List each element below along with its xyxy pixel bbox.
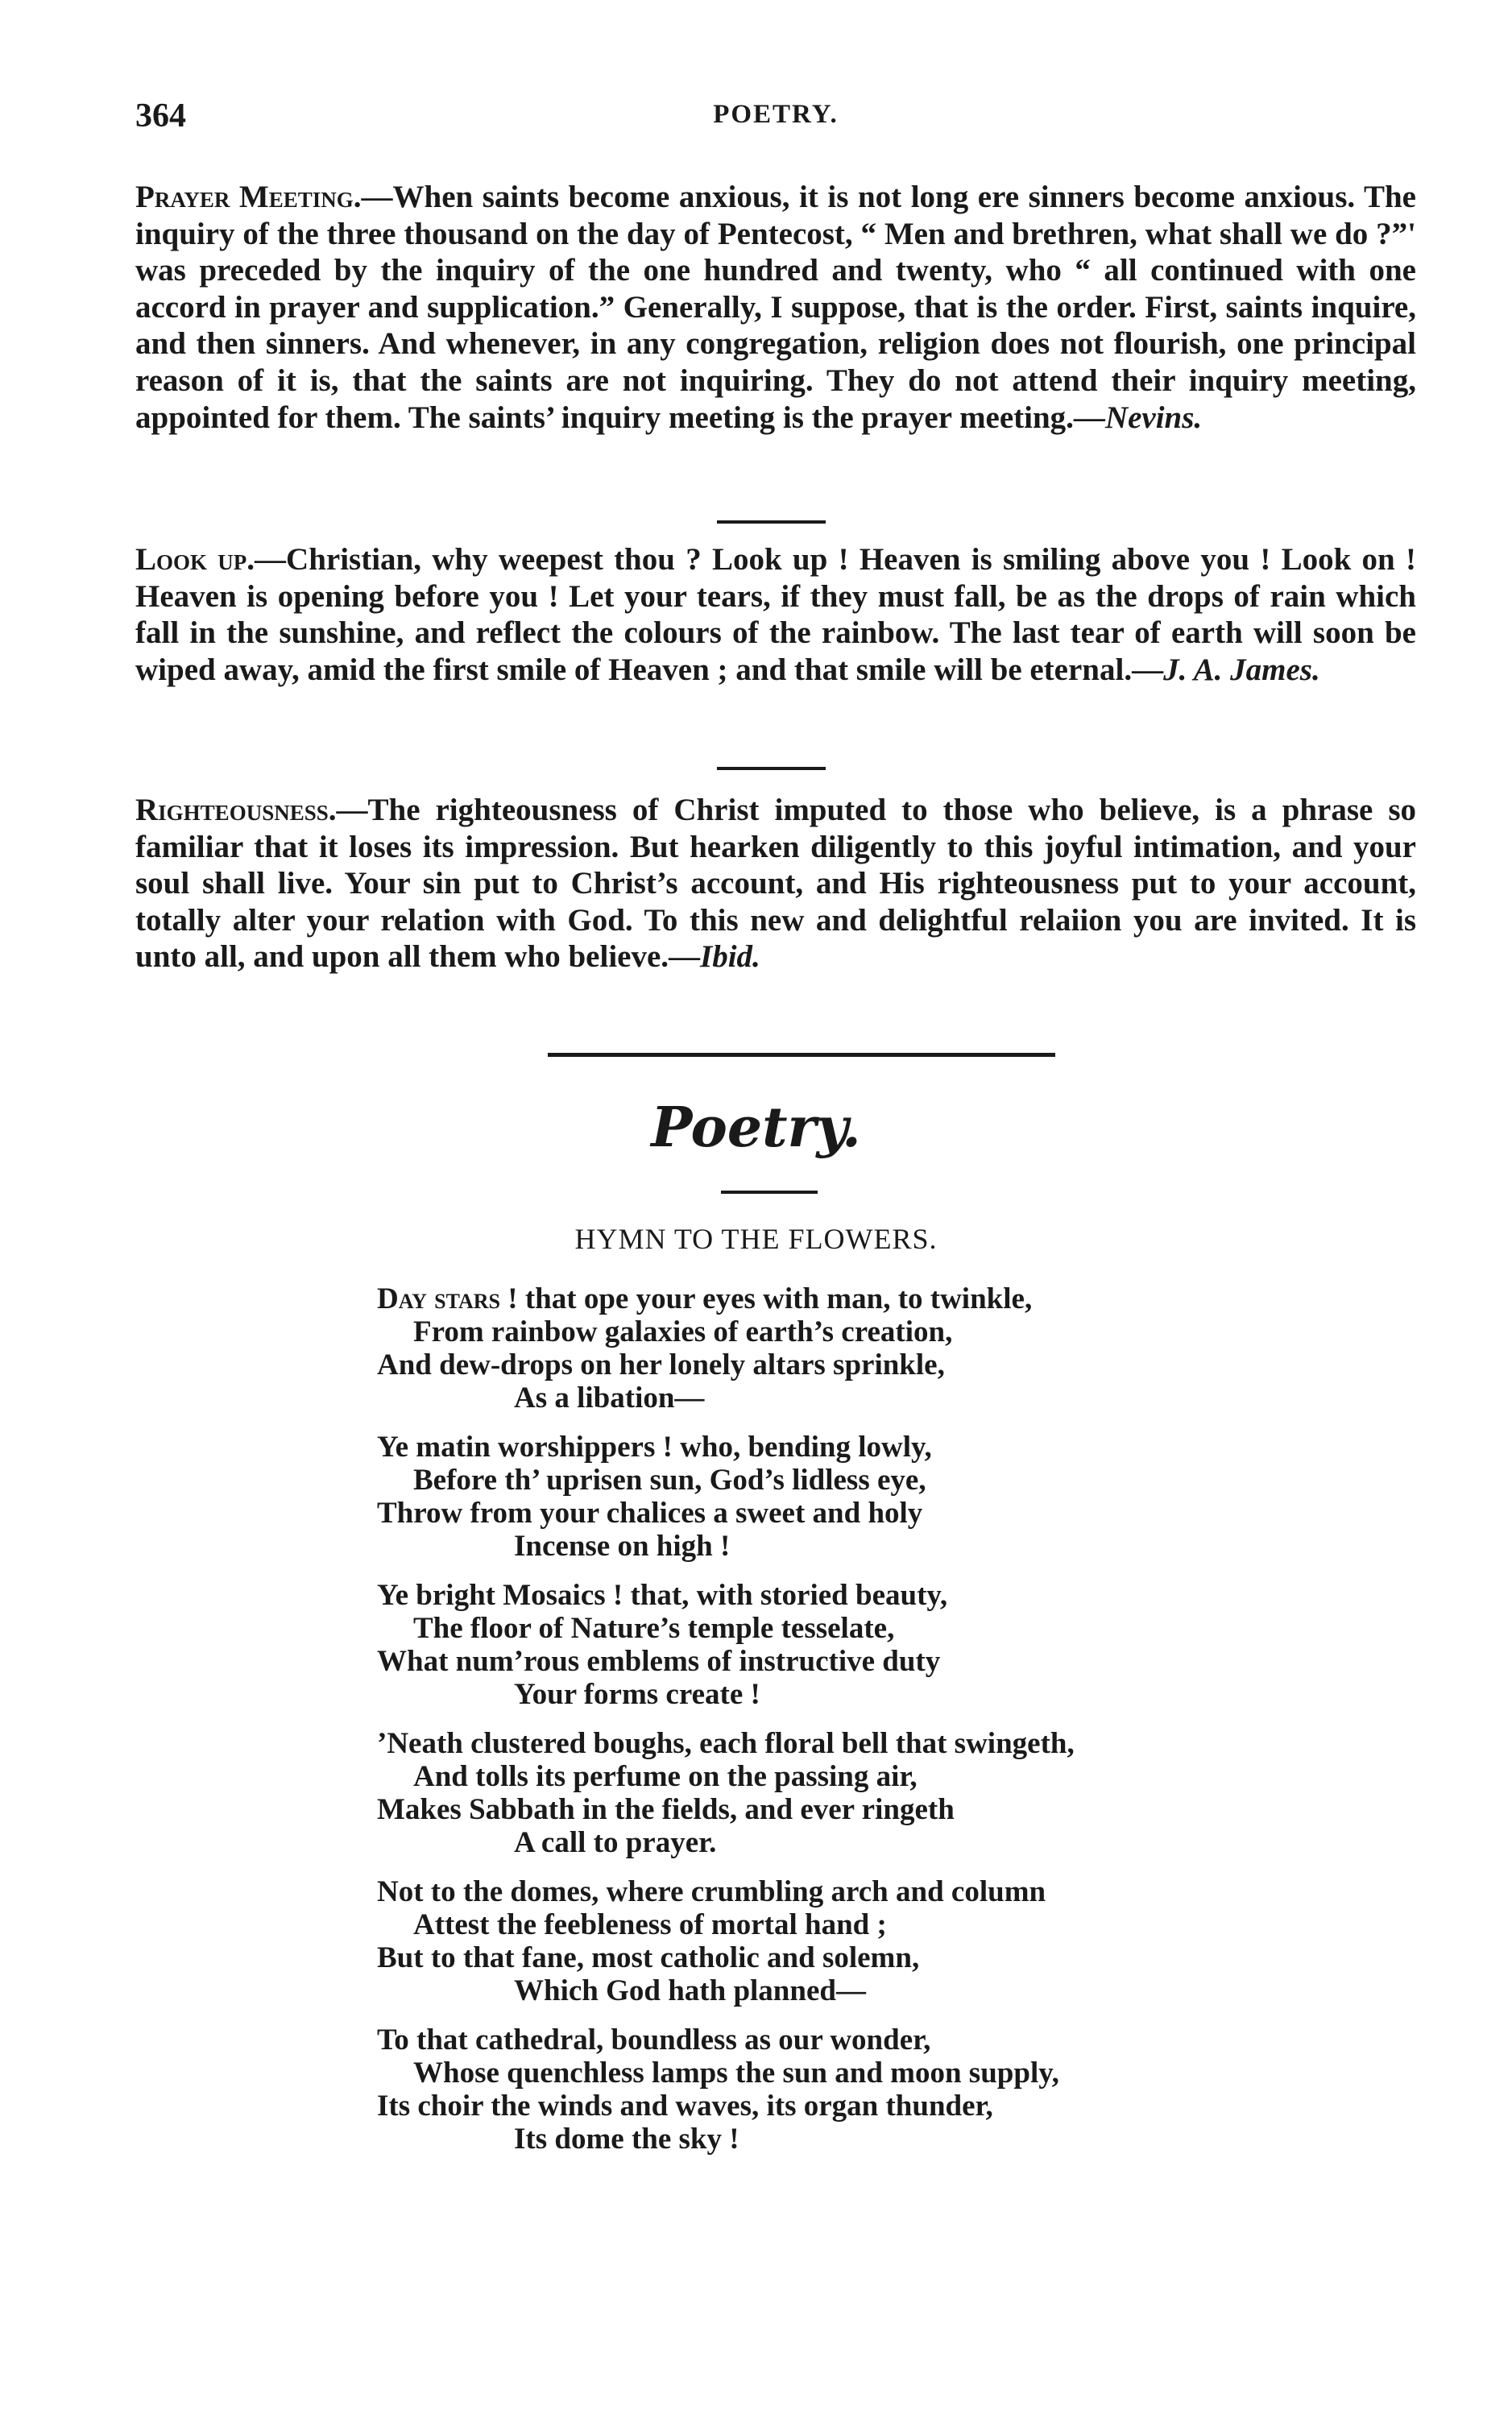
poem-line: The floor of Nature’s temple tesselate,	[413, 1612, 895, 1645]
poem-line: Ye bright Mosaics ! that, with storied beauty,	[377, 1579, 948, 1612]
poem-line: To that cathedral, boundless as our wonder,	[377, 2023, 931, 2057]
heading-underline	[721, 1191, 818, 1194]
poem-title: HYMN TO THE FLOWERS.	[574, 1223, 938, 1255]
paragraph-look-up	[135, 541, 1416, 688]
separator-rule	[717, 767, 826, 770]
section-divider	[548, 1053, 1055, 1057]
paragraph-prayer-meeting	[135, 179, 1416, 436]
paragraph-righteousness	[135, 792, 1416, 975]
separator-rule	[717, 520, 826, 524]
poem-line: And tolls its perfume on the passing air,	[413, 1760, 918, 1793]
section-heading: Poetry.	[651, 1096, 861, 1160]
poem-line: Throw from your chalices a sweet and holy	[377, 1497, 923, 1530]
poem-line-text: ! that ope your eyes with man, to twinkle,	[500, 1282, 1033, 1315]
page-number: 364	[135, 97, 186, 135]
poem-line: Attest the feebleness of mortal hand ;	[413, 1908, 887, 1941]
poem-line: Incense on high !	[514, 1530, 731, 1563]
poem-line: Its choir the winds and waves, its organ thunder,	[377, 2090, 993, 2123]
paragraph-attribution: J. A. James.	[1163, 652, 1320, 687]
poem-line: Which God hath planned—	[514, 1974, 866, 2007]
paragraph-text: —Christian, why weepest thou ? Look up ! Heaven is smiling above you ! Look on ! Heaven is opening before you ! Let your tears, if they must fall, be as the drops of rain which fall in the sunshine, and reflect the colours of the rainbow. The last tear of earth will soon be wiped away, amid the first smile of Heaven ; and that smile will be eternal.—	[135, 542, 1416, 687]
running-title: POETRY.	[713, 100, 839, 129]
stanza	[377, 1282, 1424, 1415]
poem-line: As a libation—	[514, 1381, 705, 1415]
poem-line: Ye matin worshippers ! who, bending lowly,	[377, 1431, 932, 1464]
stanza	[377, 1727, 1424, 1859]
poem-line: Whose quenchless lamps the sun and moon supply,	[413, 2057, 1059, 2090]
paragraph-lead: Look up.	[135, 542, 255, 577]
poem-line: Before th’ uprisen sun, God’s lidless eye,	[413, 1464, 926, 1497]
stanza	[377, 1431, 1424, 1563]
poem-line: Its dome the sky !	[514, 2123, 739, 2156]
paragraph-lead: Righteousness.	[135, 793, 337, 827]
poem-line: Not to the domes, where crumbling arch and column	[377, 1875, 1046, 1908]
poem-line	[377, 1282, 1424, 1315]
running-head	[135, 97, 1416, 137]
paragraph-attribution: Nevins.	[1104, 400, 1203, 435]
paragraph-text: —The righteousness of Christ imputed to those who believe, is a phrase so familiar that it loses its impression. But hearken diligently to this joyful intimation, and your soul shall live. Your sin put to Christ’s account, and His righteousness put to your account, totally alter your relation with God. To this new and delightful relaiion you are invited. It is unto all, and upon all them who believe.—	[135, 793, 1416, 975]
poem-line: From rainbow galaxies of earth’s creation,	[413, 1315, 953, 1348]
poem-line: Your forms create !	[514, 1678, 760, 1711]
paragraph-lead: Prayer Meeting.	[135, 180, 362, 214]
stanza	[377, 1875, 1424, 2007]
poem-line: What num’rous emblems of instructive duty	[377, 1645, 941, 1678]
paragraph-attribution: Ibid.	[700, 939, 760, 975]
poem-line: Makes Sabbath in the fields, and ever ringeth	[377, 1793, 955, 1826]
poem-line: But to that fane, most catholic and solemn,	[377, 1941, 920, 1974]
stanza	[377, 2023, 1424, 2156]
poem-line: And dew-drops on her lonely altars sprinkle,	[377, 1348, 945, 1381]
stanza	[377, 1579, 1424, 1711]
poem-line: A call to prayer.	[514, 1826, 717, 1859]
poem-opening-words: Day stars	[377, 1282, 501, 1315]
poem-body	[377, 1282, 1424, 2172]
paragraph-text: —When saints become anxious, it is not long ere sinners become anxious. The inquiry of the three thousand on the day of Pentecost, “ Men and brethren, what shall we do ?”' was preceded by the inquiry of the one hundred and twenty, who “ all continued with one accord in prayer and supplication.” Generally, I suppose, that is the order. First, saints inquire, and then sinners. And whenever, in any congregation, religion does not flourish, one principal reason of it is, that the saints are not inquiring. They do not attend their inquiry meeting, appointed for them. The saints’ inquiry meeting is the prayer meeting.—	[135, 180, 1416, 435]
poem-line: ’Neath clustered boughs, each floral bell that swingeth,	[377, 1727, 1075, 1760]
